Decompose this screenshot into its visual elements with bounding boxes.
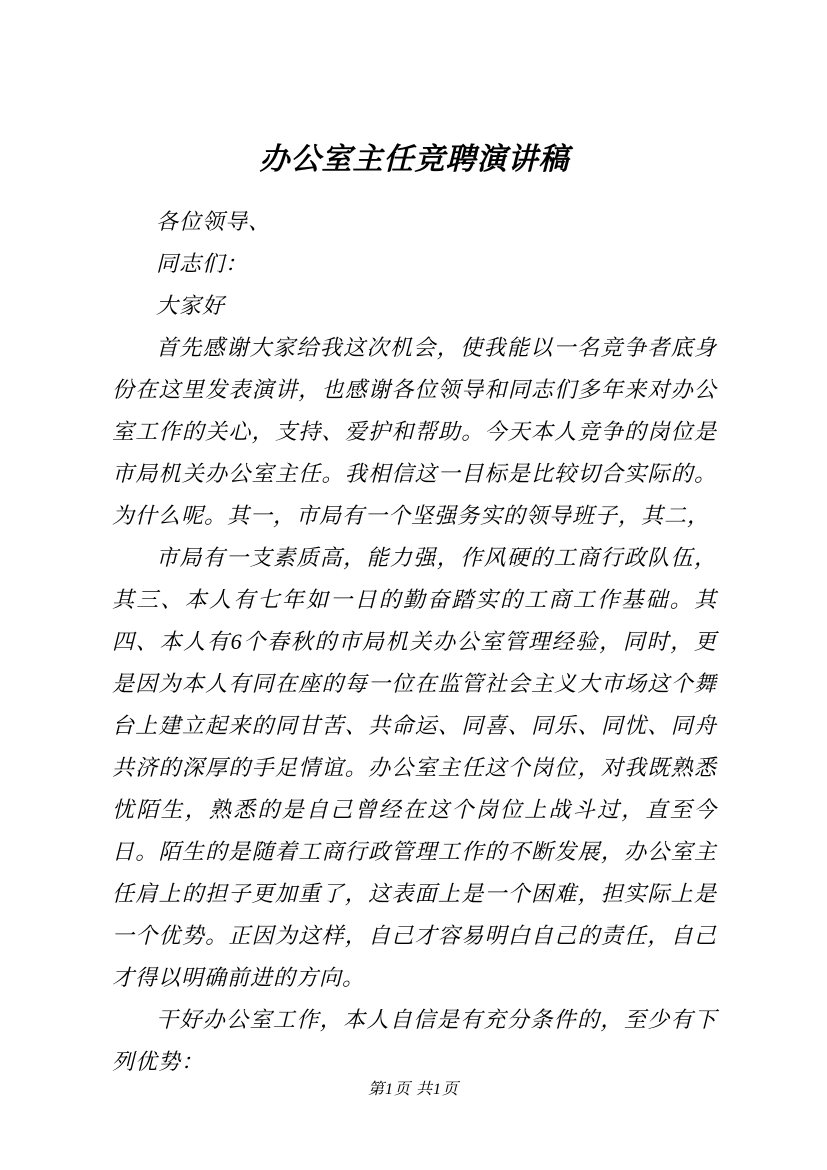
paragraph-greeting: 大家好 [156, 293, 226, 318]
page-number-footer: 第1页 共1页 [367, 1081, 459, 1098]
paragraph-qualifications: 市局有一支素质高，能力强，作风硬的工商行政队伍，其三、本人有七年如一日的勤奋踏实的工商工作基础。其四、本人有6个春秋的市局机关办公室管理经验，同时，更是因为本人有同在座的每一位在监管社会主义大市场这个舞台上建立起来的同甘苦、共命运、同喜、同乐、同忧、同舟共济的深厚的手足情谊。办公室主任这个岗位，对我既熟悉忧陌生，熟悉的是自己曾经在这个岗位上战斗过，直至今日。陌生的是随着工商行政管理工作的不断发展，办公室主任肩上的担子更加重了，这表面上是一个困难，担实际上是一个优势。正因为这样，自己才容易明白自己的责任，自己才得以明确前进的方向。 [112, 545, 717, 990]
paragraph-intro: 首先感谢大家给我这次机会，使我能以一名竞争者底身份在这里发表演讲，也感谢各位领导和同志们多年来对办公室工作的关心，支持、爱护和帮助。今天本人竞争的岗位是市局机关办公室主任。我相信这一目标是比较切合实际的。为什么呢。其一，市局有一个坚强务实的领导班子，其二， [112, 335, 717, 528]
paragraph-salutation-leaders: 各位领导、 [156, 209, 272, 234]
document-body [112, 201, 717, 1083]
paragraph-advantages-lead-in: 干好办公室工作，本人自信是有充分条件的，至少有下列优势： [112, 1007, 717, 1074]
document-title: 办公室主任竞聘演讲稿 [259, 143, 570, 176]
paragraph-salutation-comrades: 同志们： [156, 251, 249, 276]
